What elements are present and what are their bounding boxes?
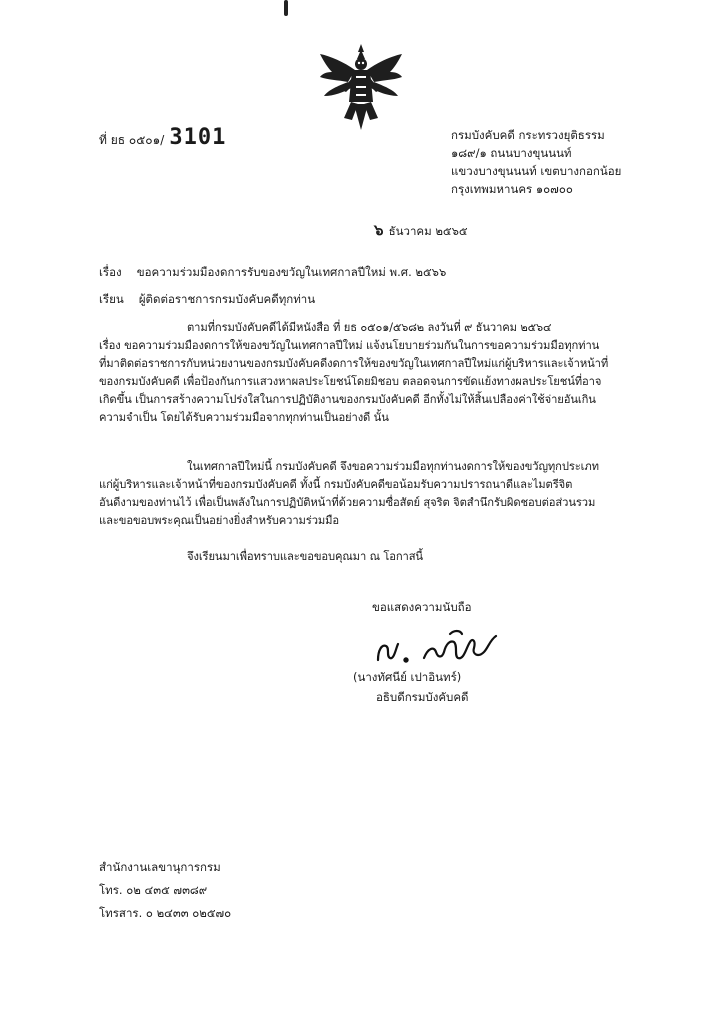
document-number-value: 3101 xyxy=(169,125,227,150)
paragraph-2 xyxy=(99,458,639,530)
footer-office: สำนักงานเลขานุการกรม xyxy=(99,860,221,874)
address-line: ๑๘๙/๑ ถนนบางขุนนนท์ xyxy=(451,146,572,160)
paragraph-line: ที่มาติดต่อราชการกับหน่วยงานของกรมบังคับคดีงดการให้ของขวัญในเทศกาลปีใหม่แก่ผู้บริหารและเจ้าหน้าที่ xyxy=(99,357,609,370)
subject-line xyxy=(99,261,446,281)
paragraph-line: แก่ผู้บริหารและเจ้าหน้าที่ของกรมบังคับคดี ทั้งนี้ กรมบังคับคดีขอน้อมรับความปรารถนาดีและไมตรีจิต xyxy=(99,478,573,491)
recipient-line xyxy=(99,288,315,308)
subject-label: เรื่อง xyxy=(99,265,122,279)
signer-title: อธิบดีกรมบังคับคดี xyxy=(376,690,469,704)
paragraph-3 xyxy=(99,548,639,566)
document-date xyxy=(374,220,468,240)
paragraph-line: ในเทศกาลปีใหม่นี้ กรมบังคับคดี จึงขอความร่วมมือทุกท่านงดการให้ของขวัญทุกประเภท xyxy=(187,460,599,473)
handwritten-signature xyxy=(372,622,522,670)
paragraph-line: เรื่อง ขอความร่วมมืองดการให้ของขวัญในเทศกาลปีใหม่ แจ้งนโยบายร่วมกันในการขอความร่วมมือทุกท่าน xyxy=(99,339,600,352)
recipient-text: ผู้ติดต่อราชการกรมบังคับคดีทุกท่าน xyxy=(138,292,316,306)
paragraph-1 xyxy=(99,319,639,427)
address-block xyxy=(451,126,621,198)
recipient-label: เรียน xyxy=(99,292,124,306)
paragraph-line: ตามที่กรมบังคับคดีได้มีหนังสือ ที่ ยธ ๐๕๐๑/๕๖๘๒ ลงวันที่ ๙ ธันวาคม ๒๕๖๔ xyxy=(187,321,552,334)
date-month-year: ธันวาคม ๒๕๖๕ xyxy=(388,224,468,238)
paragraph-line: และขอขอบพระคุณเป็นอย่างยิ่งสำหรับความร่วมมือ xyxy=(99,514,340,527)
garuda-emblem-icon xyxy=(318,42,404,132)
document-number-prefix: ที่ ยธ ๐๕๐๑/ xyxy=(99,133,165,147)
document-number xyxy=(99,125,226,150)
closing-salutation: ขอแสดงความนับถือ xyxy=(372,600,472,614)
signer-name: (นางทัศนีย์ เปาอินทร์) xyxy=(353,670,462,684)
paragraph-line: เกิดขึ้น เป็นการสร้างความโปร่งใสในการปฏิบัติงานของกรมบังคับคดี อีกทั้งไม่ให้สิ้นเปลืองค่าใช้จ่ายอันเกิน xyxy=(99,393,596,406)
paragraph-line: ของกรมบังคับคดี เพื่อป้องกันการแสวงหาผลประโยชน์โดยมิชอบ ตลอดจนการขัดแย้งทางผลประโยชน์ที่อาจ xyxy=(99,375,602,388)
footer-contact xyxy=(99,858,231,922)
subject-text: ขอความร่วมมืองดการรับของขวัญในเทศกาลปีใหม่ พ.ศ. ๒๕๖๖ xyxy=(136,265,447,279)
address-line: กรุงเทพมหานคร ๑๐๗๐๐ xyxy=(451,182,573,196)
paragraph-line: จึงเรียนมาเพื่อทราบและขอขอบคุณมา ณ โอกาสนี้ xyxy=(187,550,423,563)
date-day: ๖ xyxy=(374,221,384,239)
footer-fax: โทรสาร. ๐ ๒๔๓๓ ๐๒๕๗๐ xyxy=(99,906,232,920)
address-line: แขวงบางขุนนนท์ เขตบางกอกน้อย xyxy=(451,164,622,178)
hole-punch-mark xyxy=(284,0,288,16)
paragraph-line: อันดีงามของท่านไว้ เพื่อเป็นพลังในการปฏิบัติหน้าที่ด้วยความซื่อสัตย์ สุจริต จิตสำนึกรับผิดชอบต่อส่วนรวม xyxy=(99,496,596,509)
paragraph-line: ความจำเป็น โดยได้รับความร่วมมือจากทุกท่านเป็นอย่างดี นั้น xyxy=(99,411,389,424)
address-line: กรมบังคับคดี กระทรวงยุติธรรม xyxy=(451,128,605,142)
footer-phone: โทร. ๐๒ ๔๓๕ ๗๓๘๙ xyxy=(99,883,208,897)
